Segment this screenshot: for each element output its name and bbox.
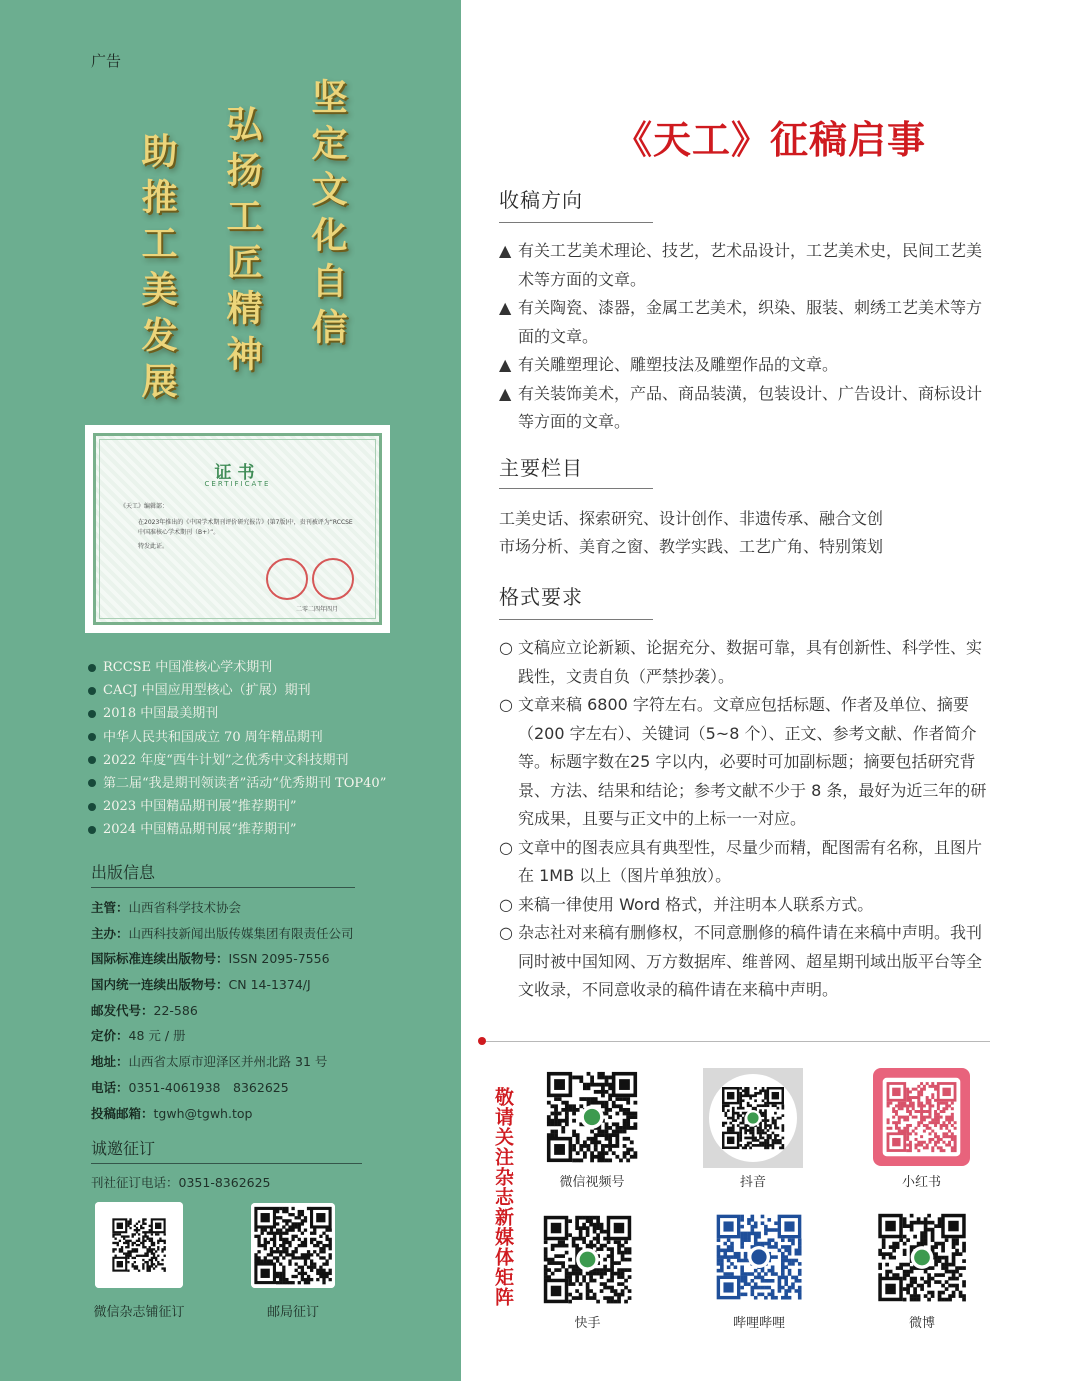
wechat-store-qr-code[interactable]	[95, 1202, 183, 1288]
divider	[91, 1163, 362, 1164]
list-item: ○ 文稿应立论新颖、论据充分、数据可靠，具有创新性、科学性、实践性，文责自负（严禁抄袭）。	[499, 638, 983, 686]
certificate-closing: 特发此证。	[138, 543, 169, 550]
slogan-2: 弘扬工匠精神	[221, 105, 263, 381]
qr-caption: 快手	[574, 1316, 601, 1331]
list-item: 2018 中国最美期刊	[88, 702, 386, 725]
list-item: 主办：山西科技新闻出版传媒集团有限责任公司	[91, 925, 354, 941]
certificate-subtitle: CERTIFICATE	[204, 480, 271, 488]
list-item: 国际标准连续出版物号：ISSN 2095-7556	[91, 951, 330, 967]
list-item: ○ 来稿一律使用 Word 格式，并注明本人联系方式。	[499, 894, 874, 914]
qr-caption: 哔哩哔哩	[732, 1316, 785, 1331]
columns-heading: 主要栏目	[499, 456, 583, 480]
divider	[499, 222, 653, 223]
list-item: 中华人民共和国成立 70 周年精品期刊	[88, 726, 386, 749]
bullet-icon	[88, 826, 96, 834]
divider	[482, 1041, 990, 1042]
list-item: 电话：0351-4061938 8362625	[91, 1079, 289, 1095]
bullet-icon	[88, 664, 96, 672]
list-item: CACJ 中国应用型核心（扩展）期刊	[88, 679, 386, 702]
bullet-icon	[88, 710, 96, 718]
list-item: 主管：山西省科学技术协会	[91, 900, 242, 915]
certificate-image	[85, 425, 390, 633]
divider	[499, 488, 653, 489]
qr-caption: 小红书	[901, 1175, 941, 1190]
divider	[91, 887, 355, 888]
list-item: 投稿邮箱：tgwh@tgwh.top	[91, 1105, 253, 1121]
format-heading: 格式要求	[499, 585, 583, 609]
certificate-salutation: 《天工》编辑部：	[120, 503, 169, 510]
bullet-icon	[88, 733, 96, 741]
bullet-icon	[88, 803, 96, 811]
slogan-3: 助推工美发展	[136, 132, 178, 408]
scope-heading: 收稿方向	[499, 188, 583, 212]
bullet-icon	[88, 687, 96, 695]
scope-list	[499, 237, 993, 437]
subscription-heading: 诚邀征订	[91, 1139, 156, 1158]
pub-info-list	[91, 899, 354, 1130]
honors-list	[88, 656, 386, 842]
slogan-1: 坚定文化自信	[306, 78, 348, 354]
columns-line: 市场分析、美育之窗、教学实践、工艺广角、特别策划	[499, 537, 884, 556]
list-item: 第二届“我是期刊领读者”活动“优秀期刊 TOP40”	[88, 772, 386, 795]
list-item: 地址：山西省太原市迎泽区并州北路 31 号	[91, 1054, 328, 1070]
ad-label: 广告	[91, 52, 122, 70]
list-item: ▲ 有关工艺美术理论、技艺，艺术品设计，工艺美术史，民间工艺美术等方面的文章。	[499, 241, 983, 289]
post-office-qr-code[interactable]	[251, 1203, 335, 1288]
list-item: 2024 中国精品期刊展“推荐期刊”	[88, 818, 386, 841]
list-item: ○ 文章中的图表应具有典型性，尽量少而精，配图需有名称，且图片在 1MB 以上（图片单独放）。	[499, 837, 983, 885]
columns-line: 工美史话、探索研究、设计创作、非遗传承、融合文创	[499, 509, 884, 528]
kuaishou-qr-code[interactable]	[540, 1212, 635, 1307]
qr-caption: 抖音	[739, 1175, 766, 1190]
bilibili-qr-code[interactable]	[713, 1210, 805, 1304]
list-item: ○ 文章来稿 6800 字符左右。文章应包括标题、作者及单位、摘要（200 字左右）、关键词（5~8 个）、正文、参考文献、作者简介等。标题字数在25 字以内，必要时可加副标题；摘要包括研究背景、方法、结果和结论；参考文献不少于 8 条，最好为近三年的研究成果，且要与正文中的上标一一对应。	[499, 695, 987, 828]
qr-caption: 微信杂志铺征订	[93, 1305, 185, 1320]
bullet-icon	[88, 779, 96, 787]
bullet-icon	[88, 756, 96, 764]
format-list	[499, 634, 993, 1005]
wechat-channels-qr-code[interactable]	[543, 1068, 641, 1166]
qr-caption: 邮局征订	[266, 1305, 319, 1320]
follow-media-text: 敬请关注杂志新媒体矩阵	[492, 1087, 514, 1307]
list-item: 2022 年度“西牛计划”之优秀中文科技期刊	[88, 749, 386, 772]
list-item: ▲ 有关雕塑理论、雕塑技法及雕塑作品的文章。	[499, 355, 839, 374]
douyin-qr-code[interactable]	[703, 1068, 803, 1168]
certificate-body: 在2023年推出的《中国学术期刊评价研究报告》(第7版)中，贵刊被评为“RCCSE中国准核心学术期刊（B+）”。	[138, 519, 353, 536]
left-panel	[0, 0, 461, 1381]
certificate-date: 二零二四年四月	[296, 606, 339, 613]
certificate-title: 证书	[214, 463, 261, 483]
xiaohongshu-qr-code[interactable]	[873, 1068, 970, 1166]
dot-icon	[478, 1037, 486, 1045]
pub-info-heading: 出版信息	[91, 863, 156, 882]
weibo-qr-code[interactable]	[874, 1210, 970, 1305]
list-item: ▲ 有关陶瓷、漆器，金属工艺美术，织染、服装、刺绣工艺美术等方面的文章。	[499, 298, 983, 346]
list-item: 2023 中国精品期刊展“推荐期刊”	[88, 795, 386, 818]
seal-stamp-icon	[266, 558, 308, 600]
qr-caption: 微博	[908, 1316, 935, 1331]
qr-caption: 微信视频号	[559, 1175, 625, 1190]
list-item: 定价：48 元 / 册	[91, 1028, 186, 1044]
list-item: 国内统一连续出版物号：CN 14-1374/J	[91, 977, 311, 993]
list-item: ▲ 有关装饰美术，产品、商品装潢，包装设计、广告设计、商标设计等方面的文章。	[499, 383, 983, 431]
subscription-phone: 刊社征订电话：0351-8362625	[91, 1175, 271, 1190]
page-title: 《天工》征稿启事	[614, 117, 927, 162]
seal-stamp-icon	[312, 558, 354, 600]
divider	[499, 619, 653, 620]
list-item: 邮发代号：22-586	[91, 1002, 198, 1018]
list-item: RCCSE 中国准核心学术期刊	[88, 656, 386, 679]
list-item: ○ 杂志社对来稿有删修权，不同意删修的稿件请在来稿中声明。我刊同时被中国知网、万方数据库、维普网、超星期刊域出版平台等全文收录，不同意收录的稿件请在来稿中声明。	[499, 923, 983, 999]
